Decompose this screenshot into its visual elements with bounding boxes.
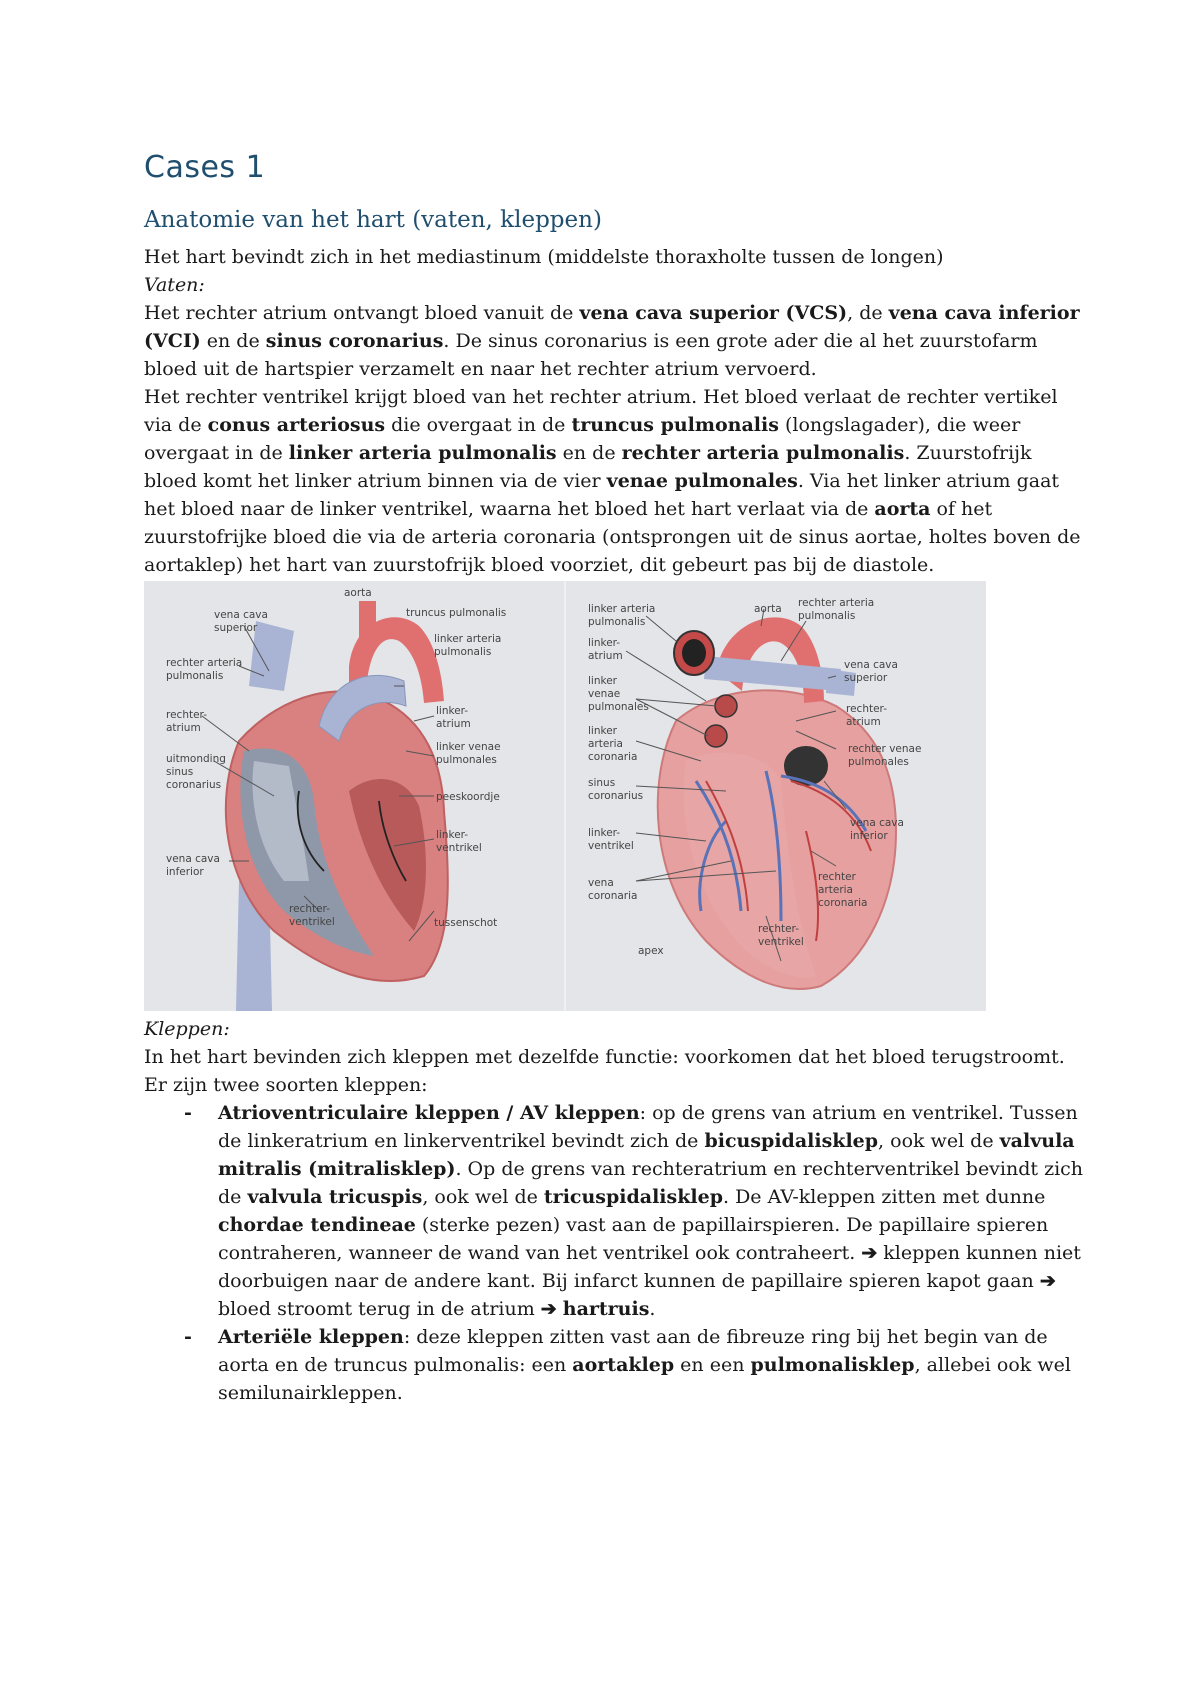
term-venae-pulmonales: venae pulmonales [606,470,798,492]
label-rechter-atrium: rechter- atrium [166,709,207,734]
valve-list [144,1099,1084,1407]
term-av-kleppen: Atrioventriculaire kleppen / AV kleppen [218,1102,640,1124]
label-vena-cava-superior: vena cava superior [214,609,268,634]
label-aorta: aorta [344,587,372,599]
vaten-paragraph-2: Het rechter ventrikel krijgt bloed van het rechter atrium. Het bloed verlaat de rechter vertikel via de conus arteriosus die overgaat in de truncus pulmonalis (longslagader), die weer overgaat in de linker arteria pulmonalis en de rechter arteria pulmonalis. Zuurstofrijk bloed komt het linker atrium binnen via de vier venae pulmonales. Via het linker atrium gaat het bloed naar de linker ventrikel, waarna het bloed het hart verlaat via de aorta of het zuurstofrijke bloed die via de arteria coronaria (ontsprongen uit de sinus aortae, holtes boven de aortaklep) het hart van zuurstofrijk bloed voorziet, dit gebeurt pas bij de diastole. [144,386,1081,576]
intro-paragraph: Het hart bevindt zich in het mediastinum (middelste thoraxholte tussen de longen) [144,246,944,268]
document-page [144,150,1084,1407]
label-linker-ventrikel-r: linker- ventrikel [588,827,634,852]
term-bicuspidalisklep: bicuspidalisklep [704,1130,879,1152]
arrow-right-icon: ➔ [861,1242,878,1264]
label-linker-atrium-r: linker- atrium [588,637,623,662]
term-hartruis: hartruis [562,1298,650,1320]
term-valvula-tricuspis: valvula tricuspis [247,1186,423,1208]
label-vena-coronaria-r: vena coronaria [588,877,638,902]
term-pulmonalisklep: pulmonaliskle [750,1354,902,1376]
label-vena-cava-superior-r: vena cava superior [844,659,898,684]
bullet-dash: - [184,1326,192,1348]
label-rechter-arteria-pulmonalis: rechter arteria pulmonalis [166,657,243,682]
term-aorta: aorta [874,498,931,520]
label-vena-cava-inferior: vena cava inferior [166,853,220,878]
heart-section-diagram [144,581,564,1011]
heart-anatomy-figure [144,581,984,1011]
label-tussenschot: tussenschot [434,917,498,929]
document-title: Cases 1 [144,150,266,185]
label-rechter-venae-pulmonales-r: rechter venae pulmonales [848,743,922,768]
label-linker-arteria-pulmonalis-r: linker arteria pulmonalis [588,603,656,628]
term-truncus-pulmonalis: truncus pulmonalis [571,414,779,436]
heart-exterior-diagram [564,581,986,1011]
label-rechter-ventrikel-r: rechter- ventrikel [758,923,804,948]
label-rechter-ventrikel: rechter- ventrikel [289,903,335,928]
term-rechter-arteria-pulmonalis: rechter arteria pulmonalis [621,442,905,464]
label-aorta-r: aorta [754,603,782,615]
label-linker-venae-pulmonales: linker venae pulmonales [436,741,501,766]
label-sinus-coronarius-r: sinus coronarius [588,777,644,802]
term-vci: vena cava inferior (VCI) [144,302,1080,352]
label-peeskoordje: peeskoordje [436,791,500,803]
vaten-paragraph-1: Het rechter atrium ontvangt bloed vanuit de vena cava superior (VCS), de vena cava inferior (VCI) en de sinus coronarius. De sinus coronarius is een grote ader die al het zuurstofarm bloed uit de hartspier verzamelt en naar het rechter atrium vervoerd. [144,302,1080,380]
label-linker-venae-pulmonales-r: linker venae pulmonales [588,675,649,713]
term-valvula-mitralis: valvula mitralis (mitralisklep) [218,1130,1075,1180]
label-vena-cava-inferior-r: vena cava inferior [850,817,904,842]
kleppen-intro: In het hart bevinden zich kleppen met dezelfde functie: voorkomen dat het bloed terugstroomt. Er zijn twee soorten kleppen: [144,1046,1065,1096]
term-conus-arteriosus: conus arteriosus [207,414,386,436]
list-item: - Arteriële kleppen: deze kleppen zitten vast aan de fibreuze ring bij het begin van de aorta en de truncus pulmonalis: een aortaklep en een pulmonalisklep, allebei ook wel semilunairkleppen. [184,1323,1084,1407]
label-uitmonding-sinus-coronarius: uitmonding sinus coronarius [166,753,226,791]
label-truncus-pulmonalis: truncus pulmonalis [406,607,507,619]
label-rechter-arteria-pulmonalis-r: rechter arteria pulmonalis [798,597,875,622]
label-linker-arteria-coronaria-r: linker arteria coronaria [588,725,638,763]
term-aortaklep: aortaklep [572,1354,675,1376]
term-chordae-tendineae: chordae tendineae [218,1214,416,1236]
label-rechter-arteria-coronaria-r: rechter arteria coronaria [818,871,868,909]
term-linker-arteria-pulmonalis: linker arteria pulmonalis [288,442,557,464]
term-arteriele-kleppen: Arteriële kleppen [218,1326,404,1348]
list-item: - Atrioventriculaire kleppen / AV kleppen: op de grens van atrium en ventrikel. Tussen de linkeratrium en linkerventrikel bevindt zich de bicuspidalisklep, ook wel de valvula mitralis (mitralisklep). Op de grens van rechteratrium en rechterventrikel bevindt zich de valvula tricuspis, ook wel de tricuspidalisklep. De AV-kleppen zitten met dunne chordae tendineae (sterke pezen) vast aan de papillairspieren. De papillaire spieren contraheren, wanneer de wand van het ventrikel ook contraheert. ➔ kleppen kunnen niet doorbuigen naar de andere kant. Bij infarct kunnen de papillaire spieren kapot gaan ➔ bloed stroomt terug in de atrium ➔ hartruis. [184,1099,1084,1323]
label-linker-arteria-pulmonalis: linker arteria pulmonalis [434,633,502,658]
label-linker-atrium: linker- atrium [436,705,471,730]
term-sinus-coronarius: sinus coronarius [265,330,444,352]
vaten-heading: Vaten: [144,274,205,296]
label-apex-r: apex [638,945,664,957]
term-vcs: vena cava superior (VCS) [579,302,848,324]
section-heading: Anatomie van het hart (vaten, kleppen) [144,207,602,233]
label-linker-ventrikel: linker- ventrikel [436,829,482,854]
label-rechter-atrium-r: rechter- atrium [846,703,887,728]
term-tricuspidalisklep: tricuspidalisklep [543,1186,723,1208]
kleppen-heading: Kleppen: [144,1018,230,1040]
arrow-right-icon: ➔ [1039,1270,1056,1292]
bullet-dash: - [184,1102,192,1124]
arrow-right-icon: ➔ [540,1298,557,1320]
